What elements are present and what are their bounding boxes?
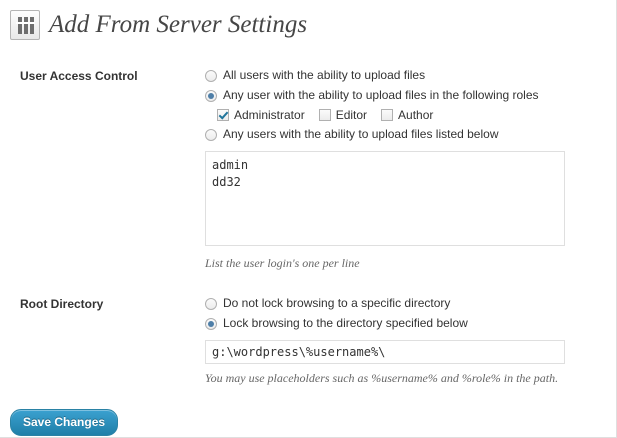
checkbox-author-label: Author (398, 108, 434, 122)
page-header (0, 0, 616, 46)
radio-roles-icon[interactable] (205, 90, 217, 102)
checkbox-editor-label: Editor (335, 108, 368, 122)
radio-listed-users-icon[interactable] (205, 129, 217, 141)
radio-no-lock[interactable] (205, 296, 606, 311)
radio-lock-directory-label: Lock browsing to the directory specified below (223, 316, 468, 330)
role-checkbox-group (205, 108, 606, 122)
checkbox-author[interactable] (381, 109, 393, 121)
radio-listed-users-label: Any users with the ability to upload files listed below (223, 127, 499, 141)
radio-lock-directory-icon[interactable] (205, 318, 217, 330)
checkbox-editor[interactable] (319, 109, 331, 121)
save-changes-button[interactable]: Save Changes (10, 409, 118, 436)
checkbox-administrator-label: Administrator (234, 108, 305, 122)
root-directory-row (0, 286, 616, 401)
radio-all-users-icon[interactable] (205, 70, 217, 82)
radio-roles[interactable] (205, 88, 606, 103)
submit-area (0, 401, 616, 436)
radio-all-users-label: All users with the ability to upload files (223, 68, 426, 82)
radio-roles-label: Any user with the ability to upload files in the following roles (223, 88, 539, 102)
user-list-hint: List the user login's one per line (205, 256, 360, 270)
user-access-control-controls (205, 58, 616, 286)
settings-sliders-icon (10, 10, 40, 40)
user-access-control-label: User Access Control (20, 69, 138, 83)
settings-form-table (0, 58, 616, 401)
root-directory-controls (205, 286, 616, 401)
radio-all-users[interactable] (205, 68, 606, 83)
checkbox-administrator[interactable] (217, 109, 229, 121)
root-directory-input[interactable] (205, 340, 565, 364)
root-directory-hint: You may use placeholders such as %username% and %role% in the path. (205, 371, 559, 385)
radio-no-lock-icon[interactable] (205, 298, 217, 310)
radio-listed-users[interactable] (205, 127, 606, 142)
radio-no-lock-label: Do not lock browsing to a specific directory (223, 296, 451, 310)
page-title: Add From Server Settings (49, 11, 308, 38)
user-access-control-row (0, 58, 616, 286)
user-list-textarea[interactable] (205, 151, 565, 246)
root-directory-label: Root Directory (20, 297, 104, 311)
radio-lock-directory[interactable] (205, 316, 606, 331)
